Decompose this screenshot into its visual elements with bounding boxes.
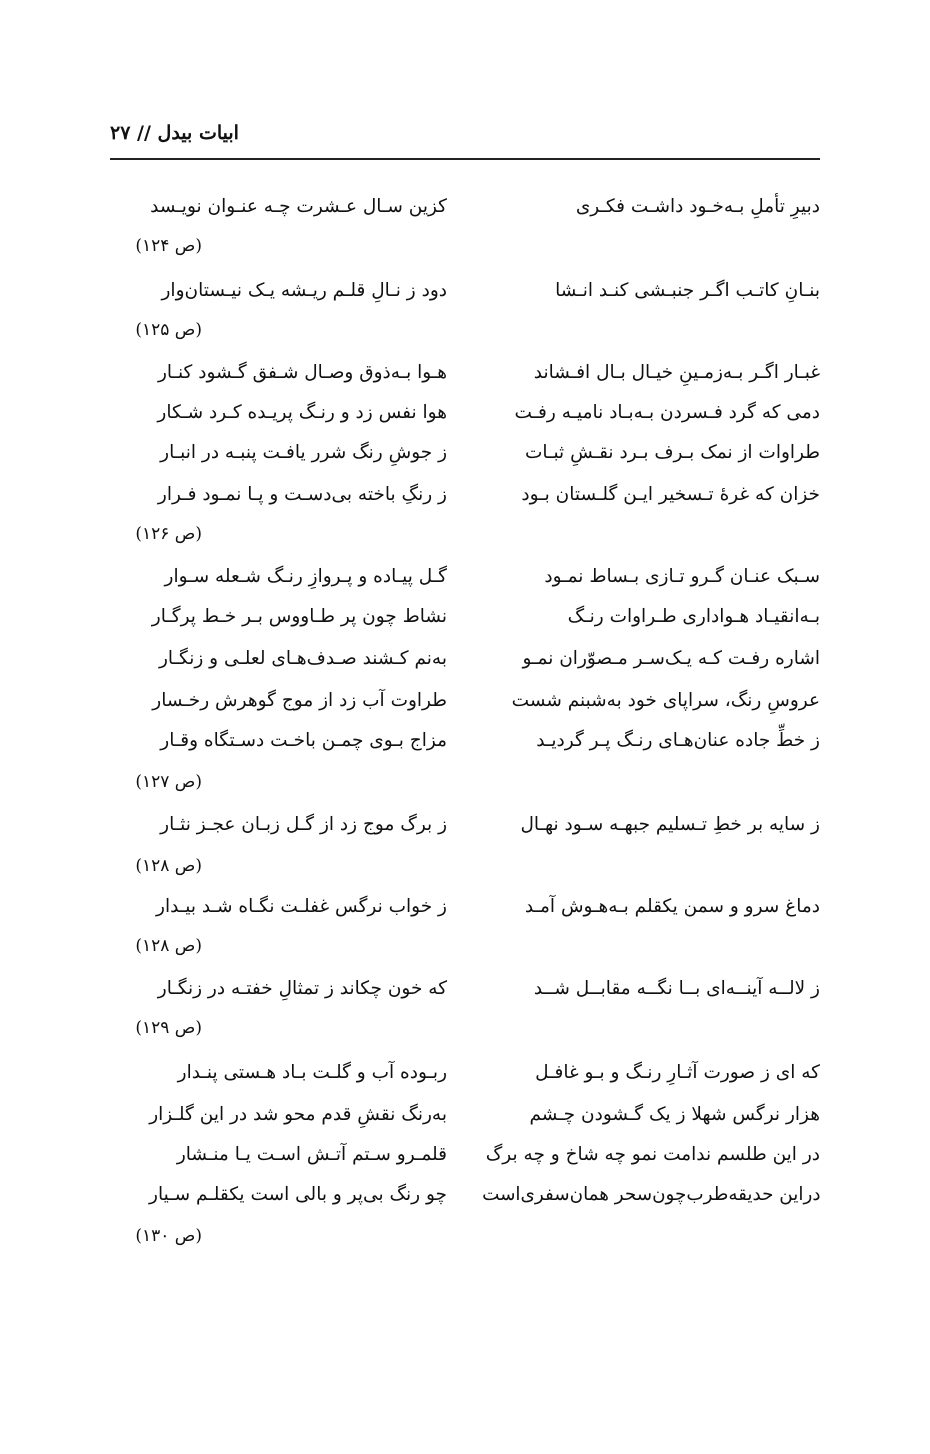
verse-hemistich-right: دبیرِ تأملِ بـه‌خـود داشـت فکـری — [575, 196, 820, 217]
verse-hemistich-left: گـل پیـاده و پـروازِ رنـگ شـعله سـوار — [164, 566, 447, 587]
verse-hemistich-left: هوا نفس زد و رنـگ پریـده کـرد شـکار — [157, 402, 447, 423]
verse-hemistich-left: کزین سـال عـشرت چـه عنـوان نویـسد — [150, 196, 447, 217]
verse-hemistich-left: چو رنگ بی‌پر و بالی است یکقلـم سـیار — [149, 1184, 447, 1205]
verse-hemistich-right: هزار نرگس شهلا ز یک گـشودن چـشم — [529, 1104, 820, 1125]
page-reference: (ص ۱۲۸) — [135, 936, 202, 956]
verse-hemistich-left: دود ز نـالِ قلـم ریـشه یـک نیـستان‌وار — [161, 280, 447, 301]
verse-hemistich-left: ز خواب نرگس غفلـت نگـاه شـد بیـدار — [156, 896, 447, 917]
verse-hemistich-right: دماغ سرو و سمن یکقلم بـه‌هـوش آمـد — [524, 896, 820, 917]
verse-hemistich-left: قلمـرو سـتم آتـش اسـت یـا منـشار — [176, 1144, 447, 1165]
verse-hemistich-right: ز لالــه آینــه‌ای بــا نگــه مقابــل شــد — [533, 978, 820, 999]
page-reference: (ص ۱۲۵) — [135, 320, 202, 340]
verse-hemistich-right: بـه‌انقیـاد هـواداری طـراوات رنـگ — [567, 606, 820, 627]
verse-hemistich-left: طراوت آب زد از موج گوهرش رخـسار — [152, 690, 447, 711]
verse-hemistich-left: ربـوده آب و گلـت بـاد هـستی پنـدار — [177, 1062, 447, 1083]
verse-hemistich-right: سـبک عنـان گـرو تـازی بـساط نمـود — [544, 566, 820, 587]
verse-hemistich-right: اشاره رفـت کـه یـک‌سـر مـصوّران نمـو — [522, 648, 820, 669]
verse-hemistich-left: به‌نم کـشند صـدف‌هـای لعلـی و زنگـار — [158, 648, 447, 669]
page-reference: (ص ۱۳۰) — [135, 1226, 202, 1246]
verse-hemistich-left: به‌رنگ نقشِ قدم محو شد در این گلـزار — [149, 1104, 447, 1125]
verse-hemistich-right: عروسِ رنگ، سراپای خود به‌شبنم شست — [511, 690, 820, 711]
running-title: ابیات بیدل // ۲۷ — [110, 122, 239, 144]
verse-hemistich-left: که خون چکاند ز تمثالِ خفتـه در زنگـار — [157, 978, 447, 999]
verse-hemistich-right: بنـانِ کاتـب اگـر جنبـشی کنـد انـشا — [555, 280, 820, 301]
page-reference: (ص ۱۲۶) — [135, 524, 202, 544]
verse-hemistich-right: که ای ز صورت آثـارِ رنـگ و بـو غافـل — [535, 1062, 820, 1083]
page-reference: (ص ۱۲۷) — [135, 772, 202, 792]
verse-hemistich-left: ز جوشِ رنگ شرر یافـت پنبـه در انبـار — [160, 442, 447, 463]
verse-hemistich-left: هـوا بـه‌ذوق وصـال شـفق گـشود کنـار — [157, 362, 447, 383]
verse-hemistich-right: ز سایه بر خطِ تـسلیم جبهـه سـود نهـال — [520, 814, 820, 835]
verse-hemistich-left: نشاط چون پر طـاووس بـر خـط پرگـار — [151, 606, 447, 627]
page-header — [110, 118, 820, 160]
verse-hemistich-right: ز خطِّ جاده عنان‌هـای رنـگ پـر گردیـد — [536, 730, 820, 751]
verse-hemistich-right: در این طلسم ندامت نمو چه شاخ و چه برگ — [485, 1144, 820, 1165]
page-reference: (ص ۱۲۹) — [135, 1018, 202, 1038]
verse-hemistich-left: ز رنگِ باخته بی‌دسـت و پـا نمـود فـرار — [157, 484, 447, 505]
verse-hemistich-right: غبـار اگـر بـه‌زمـینِ خیـال بـال افـشاند — [533, 362, 820, 383]
page-reference: (ص ۱۲۴) — [135, 236, 202, 256]
verse-hemistich-right: خزان که غرهٔ تـسخیر ایـن گلـستان بـود — [521, 484, 820, 505]
verse-hemistich-right: طراوات از نمک بـرف بـرد نقـشِ ثبـات — [524, 442, 820, 463]
verse-hemistich-left: مزاج بـوی چمـن باخـت دسـتگاه وقـار — [160, 730, 447, 751]
page-reference: (ص ۱۲۸) — [135, 856, 202, 876]
verse-hemistich-left: ز برگ موج زد از گـل زبـان عجـز نثـار — [160, 814, 447, 835]
verse-hemistich-right: دمی که گرد فـسردن بـه‌بـاد نامیـه رفـت — [514, 402, 820, 423]
verse-hemistich-right: دراین حدیقه‌طرب‌چون‌سحر همان‌سفری‌است — [481, 1184, 820, 1205]
